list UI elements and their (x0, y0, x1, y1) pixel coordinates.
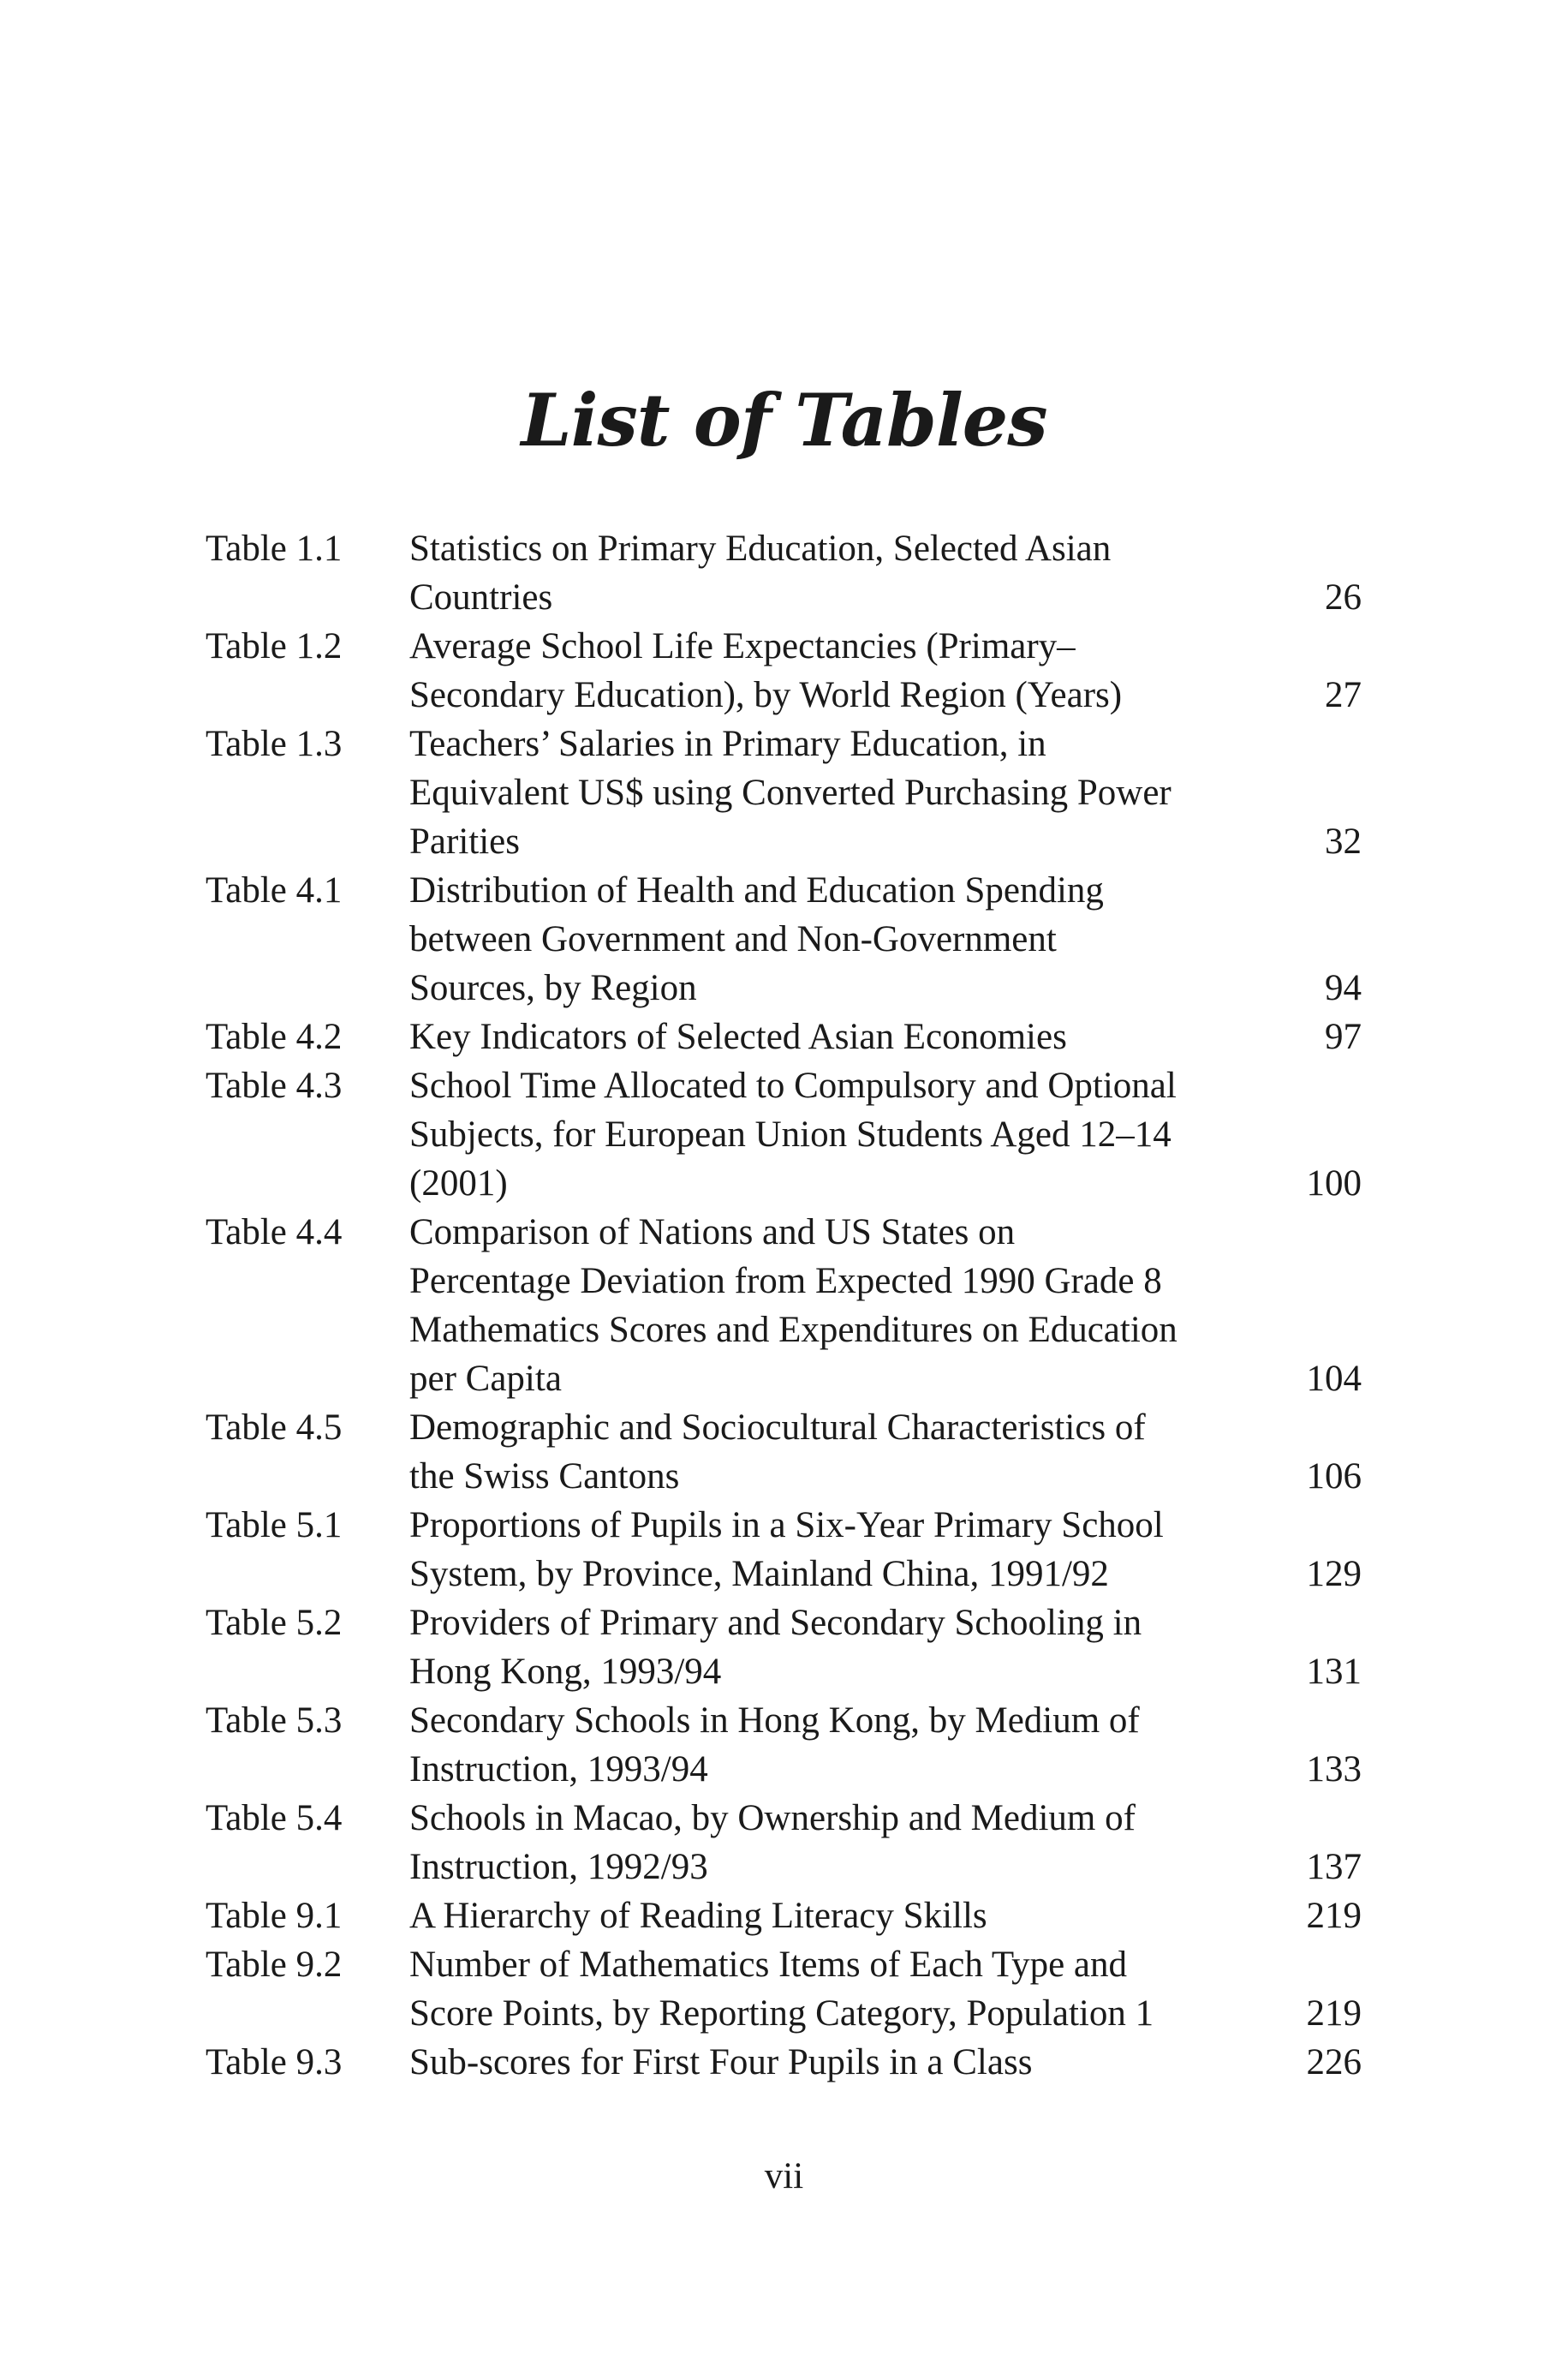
table-entry (206, 1696, 1362, 1794)
table-entry (206, 1061, 1362, 1208)
table-label: Table 5.1 (206, 1505, 343, 1545)
caption-line: Secondary Schools in Hong Kong, by Medium of (409, 1700, 1140, 1741)
caption-line: School Time Allocated to Compulsory and Optional (409, 1066, 1177, 1106)
table-entry (206, 524, 1362, 622)
caption-line: Schools in Macao, by Ownership and Medium of (409, 1798, 1136, 1838)
table-label: Table 4.4 (206, 1212, 343, 1252)
table-label: Table 1.1 (206, 529, 343, 569)
page-reference: 226 (1306, 2042, 1362, 2082)
table-label: Table 9.3 (206, 2042, 343, 2082)
table-entry (206, 1891, 1362, 1940)
caption-line: Providers of Primary and Secondary Schooling in (409, 1603, 1142, 1643)
caption-line: Teachers’ Salaries in Primary Education, in (409, 724, 1046, 764)
page-reference: 137 (1306, 1847, 1362, 1887)
caption-line: Proportions of Pupils in a Six-Year Primary School (409, 1505, 1164, 1545)
table-caption (409, 1403, 1300, 1501)
table-label: Table 4.3 (206, 1066, 343, 1106)
caption-line: Number of Mathematics Items of Each Type and (409, 1945, 1128, 1985)
table-entry (206, 2038, 1362, 2087)
page-reference: 131 (1306, 1652, 1362, 1692)
table-label: Table 5.2 (206, 1603, 343, 1643)
table-label: Table 4.2 (206, 1017, 343, 1057)
table-caption (409, 866, 1300, 1013)
page-number: vii (764, 2156, 804, 2196)
caption-line: Hong Kong, 1993/94 (409, 1652, 722, 1692)
caption-line: per Capita (409, 1359, 562, 1399)
table-entry (206, 1208, 1362, 1403)
table-entry (206, 866, 1362, 1013)
table-entry (206, 1501, 1362, 1598)
caption-line: Key Indicators of Selected Asian Economies (409, 1017, 1067, 1057)
caption-line: (2001) (409, 1163, 508, 1204)
caption-line: System, by Province, Mainland China, 1991/92 (409, 1554, 1109, 1594)
table-entry (206, 1403, 1362, 1501)
table-caption (409, 1061, 1300, 1208)
table-label: Table 4.1 (206, 870, 343, 911)
table-caption (409, 1794, 1300, 1891)
caption-line: A Hierarchy of Reading Literacy Skills (409, 1896, 987, 1936)
table-entry (206, 1598, 1362, 1696)
caption-line: Countries (409, 577, 553, 618)
page-reference: 106 (1306, 1456, 1362, 1497)
page-reference: 94 (1325, 968, 1362, 1008)
page-reference: 104 (1306, 1359, 1362, 1399)
page-reference: 219 (1306, 1896, 1362, 1936)
table-label: Table 4.5 (206, 1407, 343, 1448)
page-reference: 129 (1306, 1554, 1362, 1594)
table-caption (409, 720, 1300, 866)
caption-line: Demographic and Sociocultural Characteristics of (409, 1407, 1146, 1448)
caption-line: Instruction, 1993/94 (409, 1749, 708, 1789)
caption-line: Sub-scores for First Four Pupils in a Class (409, 2042, 1033, 2082)
table-label: Table 5.4 (206, 1798, 343, 1838)
caption-line: Instruction, 1992/93 (409, 1847, 708, 1887)
caption-line: Secondary Education), by World Region (Years) (409, 675, 1123, 715)
table-label: Table 1.2 (206, 626, 343, 666)
list-of-tables (206, 524, 1362, 2087)
page-title: List of Tables (521, 378, 1047, 463)
table-label: Table 5.3 (206, 1700, 343, 1741)
table-label: Table 9.2 (206, 1945, 343, 1985)
caption-line: Average School Life Expectancies (Primary– (409, 626, 1076, 666)
caption-line: Comparison of Nations and US States on (409, 1212, 1016, 1252)
table-entry (206, 1794, 1362, 1891)
page-reference: 27 (1325, 675, 1362, 715)
page-reference: 219 (1306, 1993, 1362, 2034)
table-entry (206, 1013, 1362, 1061)
table-label: Table 9.1 (206, 1896, 343, 1936)
page-reference: 97 (1325, 1017, 1362, 1057)
page-reference: 133 (1306, 1749, 1362, 1789)
caption-line: Mathematics Scores and Expenditures on Education (409, 1310, 1177, 1350)
page-reference: 32 (1325, 822, 1362, 862)
table-caption (409, 1940, 1300, 2038)
table-caption (409, 1891, 1300, 1940)
table-caption (409, 1501, 1300, 1598)
caption-line: Parities (409, 822, 520, 862)
table-caption (409, 1696, 1300, 1794)
caption-line: Sources, by Region (409, 968, 697, 1008)
caption-line: between Government and Non-Government (409, 919, 1057, 959)
table-caption (409, 1013, 1300, 1061)
caption-line: Subjects, for European Union Students Aged 12–14 (409, 1114, 1172, 1155)
table-caption (409, 622, 1300, 720)
page-reference: 100 (1306, 1163, 1362, 1204)
table-entry (206, 622, 1362, 720)
table-entry (206, 1940, 1362, 2038)
table-caption (409, 1208, 1300, 1403)
caption-line: Equivalent US$ using Converted Purchasing Power (409, 773, 1172, 813)
table-caption (409, 524, 1300, 622)
table-caption (409, 2038, 1300, 2087)
table-label: Table 1.3 (206, 724, 343, 764)
caption-line: Distribution of Health and Education Spending (409, 870, 1104, 911)
caption-line: Percentage Deviation from Expected 1990 Grade 8 (409, 1261, 1162, 1301)
page-reference: 26 (1325, 577, 1362, 618)
table-caption (409, 1598, 1300, 1696)
caption-line: the Swiss Cantons (409, 1456, 680, 1497)
caption-line: Score Points, by Reporting Category, Population 1 (409, 1993, 1154, 2034)
table-entry (206, 720, 1362, 866)
caption-line: Statistics on Primary Education, Selected Asian (409, 529, 1112, 569)
